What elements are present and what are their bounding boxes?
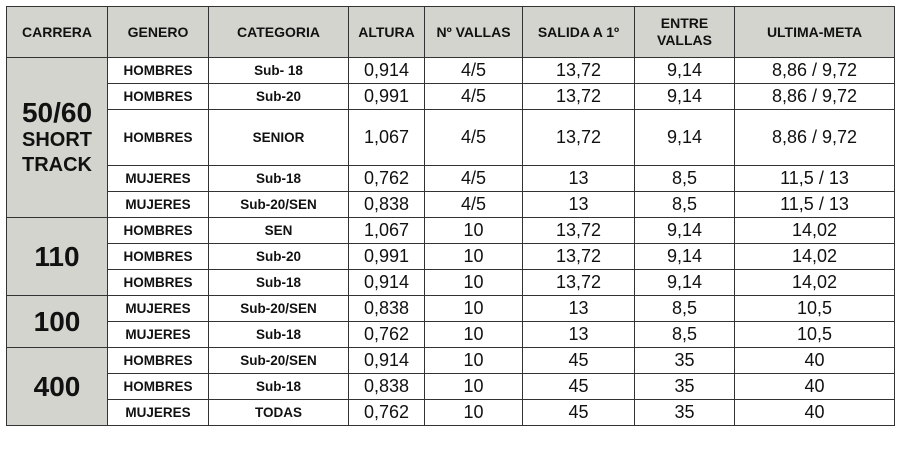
categoria-cell: Sub-20/SEN <box>209 348 349 374</box>
genero-cell: MUJERES <box>108 400 209 426</box>
categoria-cell: Sub-18 <box>209 374 349 400</box>
hurdles-table <box>6 6 895 426</box>
carrera-cell <box>7 58 108 218</box>
altura-cell: 0,991 <box>349 244 425 270</box>
categoria-cell: Sub-18 <box>209 322 349 348</box>
genero-cell: MUJERES <box>108 192 209 218</box>
num-vallas-cell: 10 <box>425 244 523 270</box>
ultima-meta-cell: 14,02 <box>735 244 895 270</box>
salida-cell: 13 <box>523 296 635 322</box>
ultima-meta-cell: 8,86 / 9,72 <box>735 58 895 84</box>
header-carrera: CARRERA <box>7 7 108 58</box>
altura-cell: 0,838 <box>349 374 425 400</box>
table-row <box>7 296 895 322</box>
table-row <box>7 166 895 192</box>
categoria-cell: Sub-20 <box>209 84 349 110</box>
altura-cell: 0,838 <box>349 296 425 322</box>
entre-vallas-cell: 9,14 <box>635 244 735 270</box>
entre-vallas-cell: 8,5 <box>635 296 735 322</box>
salida-cell: 13,72 <box>523 84 635 110</box>
genero-cell: HOMBRES <box>108 270 209 296</box>
salida-cell: 13,72 <box>523 110 635 166</box>
carrera-label: 50/60 <box>21 96 93 128</box>
ultima-meta-cell: 40 <box>735 400 895 426</box>
salida-cell: 13 <box>523 192 635 218</box>
table-row <box>7 244 895 270</box>
num-vallas-cell: 10 <box>425 270 523 296</box>
header-ultima-meta: ULTIMA-META <box>735 7 895 58</box>
altura-cell: 0,914 <box>349 58 425 84</box>
genero-cell: MUJERES <box>108 166 209 192</box>
genero-cell: HOMBRES <box>108 58 209 84</box>
entre-vallas-cell: 8,5 <box>635 166 735 192</box>
altura-cell: 0,762 <box>349 400 425 426</box>
carrera-label: 400 <box>33 370 81 402</box>
table-row <box>7 400 895 426</box>
carrera-cell <box>7 296 108 348</box>
ultima-meta-cell: 11,5 / 13 <box>735 192 895 218</box>
num-vallas-cell: 10 <box>425 400 523 426</box>
genero-cell: MUJERES <box>108 322 209 348</box>
salida-cell: 13,72 <box>523 218 635 244</box>
header-num-vallas: Nº VALLAS <box>425 7 523 58</box>
genero-cell: HOMBRES <box>108 110 209 166</box>
ultima-meta-cell: 8,86 / 9,72 <box>735 84 895 110</box>
num-vallas-cell: 10 <box>425 374 523 400</box>
ultima-meta-cell: 10,5 <box>735 322 895 348</box>
genero-cell: HOMBRES <box>108 218 209 244</box>
ultima-meta-cell: 11,5 / 13 <box>735 166 895 192</box>
categoria-cell: Sub-20 <box>209 244 349 270</box>
entre-vallas-cell: 9,14 <box>635 110 735 166</box>
altura-cell: 0,914 <box>349 348 425 374</box>
header-salida: SALIDA A 1º <box>523 7 635 58</box>
altura-cell: 0,914 <box>349 270 425 296</box>
num-vallas-cell: 4/5 <box>425 166 523 192</box>
categoria-cell: Sub-20/SEN <box>209 192 349 218</box>
genero-cell: HOMBRES <box>108 244 209 270</box>
altura-cell: 1,067 <box>349 110 425 166</box>
salida-cell: 45 <box>523 374 635 400</box>
genero-cell: HOMBRES <box>108 348 209 374</box>
entre-vallas-cell: 8,5 <box>635 192 735 218</box>
ultima-meta-cell: 14,02 <box>735 270 895 296</box>
table-row <box>7 218 895 244</box>
entre-vallas-cell: 9,14 <box>635 84 735 110</box>
genero-cell: MUJERES <box>108 296 209 322</box>
table-row <box>7 374 895 400</box>
carrera-cell <box>7 218 108 296</box>
table-row <box>7 84 895 110</box>
salida-cell: 45 <box>523 348 635 374</box>
ultima-meta-cell: 14,02 <box>735 218 895 244</box>
carrera-label: SHORT <box>22 128 92 151</box>
categoria-cell: Sub-20/SEN <box>209 296 349 322</box>
entre-vallas-cell: 35 <box>635 374 735 400</box>
genero-cell: HOMBRES <box>108 84 209 110</box>
categoria-cell: SEN <box>209 218 349 244</box>
altura-cell: 0,838 <box>349 192 425 218</box>
ultima-meta-cell: 40 <box>735 374 895 400</box>
altura-cell: 0,762 <box>349 322 425 348</box>
salida-cell: 13,72 <box>523 270 635 296</box>
table-row <box>7 110 895 166</box>
num-vallas-cell: 4/5 <box>425 84 523 110</box>
carrera-label: 110 <box>34 240 80 272</box>
altura-cell: 0,991 <box>349 84 425 110</box>
categoria-cell: Sub-18 <box>209 166 349 192</box>
categoria-cell: TODAS <box>209 400 349 426</box>
carrera-label: TRACK <box>22 153 92 176</box>
table-row <box>7 58 895 84</box>
ultima-meta-cell: 10,5 <box>735 296 895 322</box>
header-altura: ALTURA <box>349 7 425 58</box>
entre-vallas-cell: 9,14 <box>635 218 735 244</box>
entre-vallas-cell: 8,5 <box>635 322 735 348</box>
genero-cell: HOMBRES <box>108 374 209 400</box>
salida-cell: 13,72 <box>523 58 635 84</box>
entre-vallas-cell: 35 <box>635 400 735 426</box>
ultima-meta-cell: 8,86 / 9,72 <box>735 110 895 166</box>
header-genero: GENERO <box>108 7 209 58</box>
categoria-cell: SENIOR <box>209 110 349 166</box>
num-vallas-cell: 4/5 <box>425 110 523 166</box>
num-vallas-cell: 10 <box>425 348 523 374</box>
carrera-label: 100 <box>33 305 81 337</box>
salida-cell: 13 <box>523 322 635 348</box>
salida-cell: 13,72 <box>523 244 635 270</box>
altura-cell: 1,067 <box>349 218 425 244</box>
table-row <box>7 192 895 218</box>
entre-vallas-cell: 35 <box>635 348 735 374</box>
table-row <box>7 322 895 348</box>
entre-vallas-cell: 9,14 <box>635 270 735 296</box>
ultima-meta-cell: 40 <box>735 348 895 374</box>
table-row <box>7 348 895 374</box>
table-body <box>7 58 895 426</box>
num-vallas-cell: 4/5 <box>425 192 523 218</box>
header-entre-vallas: ENTRE VALLAS <box>635 7 735 58</box>
salida-cell: 45 <box>523 400 635 426</box>
num-vallas-cell: 4/5 <box>425 58 523 84</box>
num-vallas-cell: 10 <box>425 296 523 322</box>
categoria-cell: Sub- 18 <box>209 58 349 84</box>
num-vallas-cell: 10 <box>425 322 523 348</box>
altura-cell: 0,762 <box>349 166 425 192</box>
header-categoria: CATEGORIA <box>209 7 349 58</box>
header-row <box>7 7 895 58</box>
categoria-cell: Sub-18 <box>209 270 349 296</box>
num-vallas-cell: 10 <box>425 218 523 244</box>
salida-cell: 13 <box>523 166 635 192</box>
carrera-cell <box>7 348 108 426</box>
entre-vallas-cell: 9,14 <box>635 58 735 84</box>
table-row <box>7 270 895 296</box>
